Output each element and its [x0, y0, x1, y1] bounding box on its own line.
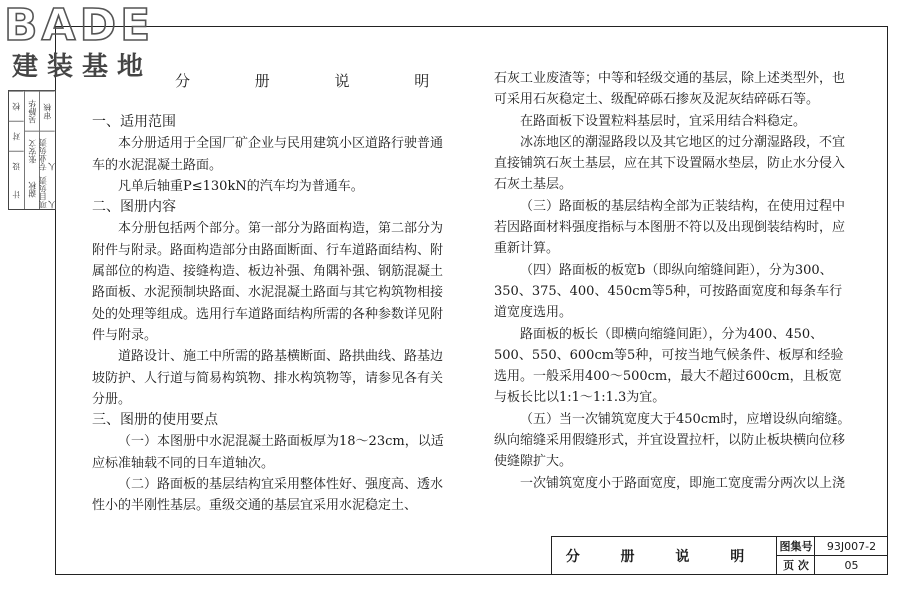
atlas-number: 93J007-2 [814, 537, 888, 556]
section-heading: 一、适用范围 [92, 114, 176, 130]
paragraph: 本分册包括两个部分。第一部分为路面构造，第二部分为附件与附录。路面构造部分由路面断面、行车道路面结构、附属部位的构造、接缝构造、板边补强、角隅补强、钢筋混凝土路面板、水泥预制块路面、水泥混凝土路面与其它构筑物相接处的处理等组成。选用行车道路面结构所需的各种参数详见附件与附录。 [92, 221, 444, 343]
paragraph: 本分册适用于全国厂矿企业与民用建筑小区道路行驶普通车的水泥混凝土路面。 [92, 136, 444, 173]
signature-cell: 张安文 [25, 131, 40, 171]
paragraph: 冰冻地区的潮湿路段以及其它地区的过分潮湿路段，不宜直接铺筑石灰土基层，应在其下设置隔水垫层，防止水分侵入石灰土基层。 [494, 134, 846, 193]
signature-cell: 谢秋 [27, 181, 37, 198]
paragraph: 在路面板下设置粒料基层时，宜采用结合料稳定。 [520, 113, 807, 129]
right-column [494, 68, 854, 494]
signature-cell: 设 [9, 151, 24, 181]
page-number-label: 页 次 [776, 556, 815, 574]
signature-cell: 审核 [40, 91, 55, 131]
atlas-number-label: 图集号 [776, 537, 815, 556]
page-number: 05 [814, 556, 888, 574]
logo-brand: BADE [4, 0, 155, 51]
signature-cell: 计 [11, 190, 21, 199]
title-block-title: 分 册 说 明 [565, 548, 763, 565]
title-block [551, 536, 888, 575]
paragraph: 道路设计、施工中所需的路基横断面、路拱曲线、路基边坡防护、人行道与简易构筑物、排水构筑物等，请参见各有关分册。 [92, 349, 444, 407]
signature-cell: 吴静华 [25, 91, 40, 131]
signature-cell: 项目负责人 [38, 177, 57, 210]
signature-cell: 专业负责人 [40, 131, 55, 171]
paragraph: 凡单后轴重P≤130kN的汽车均为普通车。 [118, 178, 364, 194]
paragraph: （二）路面板的基层结构宜采用整体性好、强度高、透水性小的半刚性基层。重级交通的基层宜采用水泥稳定土、 [92, 477, 444, 514]
signature-cell: 对 [9, 121, 24, 151]
section-heading: 二、图册内容 [92, 199, 176, 216]
paragraph: （四）路面板的板宽b（即纵向缩缝间距），分为300、350、375、400、450cm等5种，可按路面宽度和每条车行道宽度选用。 [494, 262, 843, 321]
signature-column [9, 91, 25, 209]
paragraph: （一）本图册中水泥混凝土路面板厚为18～23cm，以适应标准轴载不同的日车道轴次。 [92, 434, 444, 471]
signature-cell: 校 [9, 91, 24, 121]
watermark-logo [4, 0, 179, 90]
page-title: 分 册 说 明 [175, 72, 460, 90]
paragraph: 一次铺筑宽度小于路面宽度，即施工宽度需分两次以上浇 [520, 475, 846, 491]
paragraph: 路面板的板长（即横向缩缝间距），分为400、450、500、550、600cm等5种，可按当地气候条件、板厚和经验选用。一般采用400～500cm，最大不超过600cm，且板宽与板长比以1:1～1:1.3为宜。 [494, 326, 844, 406]
section-heading: 三、图册的使用要点 [92, 412, 218, 429]
left-column [92, 112, 444, 517]
paragraph: 石灰工业废渣等；中等和轻级交通的基层，除上述类型外，也可采用石灰稳定土、级配碎砾石掺灰及泥灰结碎砾石等。 [494, 71, 846, 108]
logo-chinese: 建装基地 [12, 52, 153, 82]
paragraph: （三）路面板的基层结构全部为正装结构，在使用过程中若因路面材料强度指标与本图册不符以及出现倒装结构时，应重新计算。 [494, 198, 846, 257]
signature-table [8, 90, 56, 210]
signature-column [40, 91, 55, 209]
paragraph: （五）当一次铺筑宽度大于450cm时，应增设纵向缩缝。纵向缩缝采用假缝形式，并宜设置拉杆，以防止板块横向位移使缝隙扩大。 [494, 411, 851, 470]
